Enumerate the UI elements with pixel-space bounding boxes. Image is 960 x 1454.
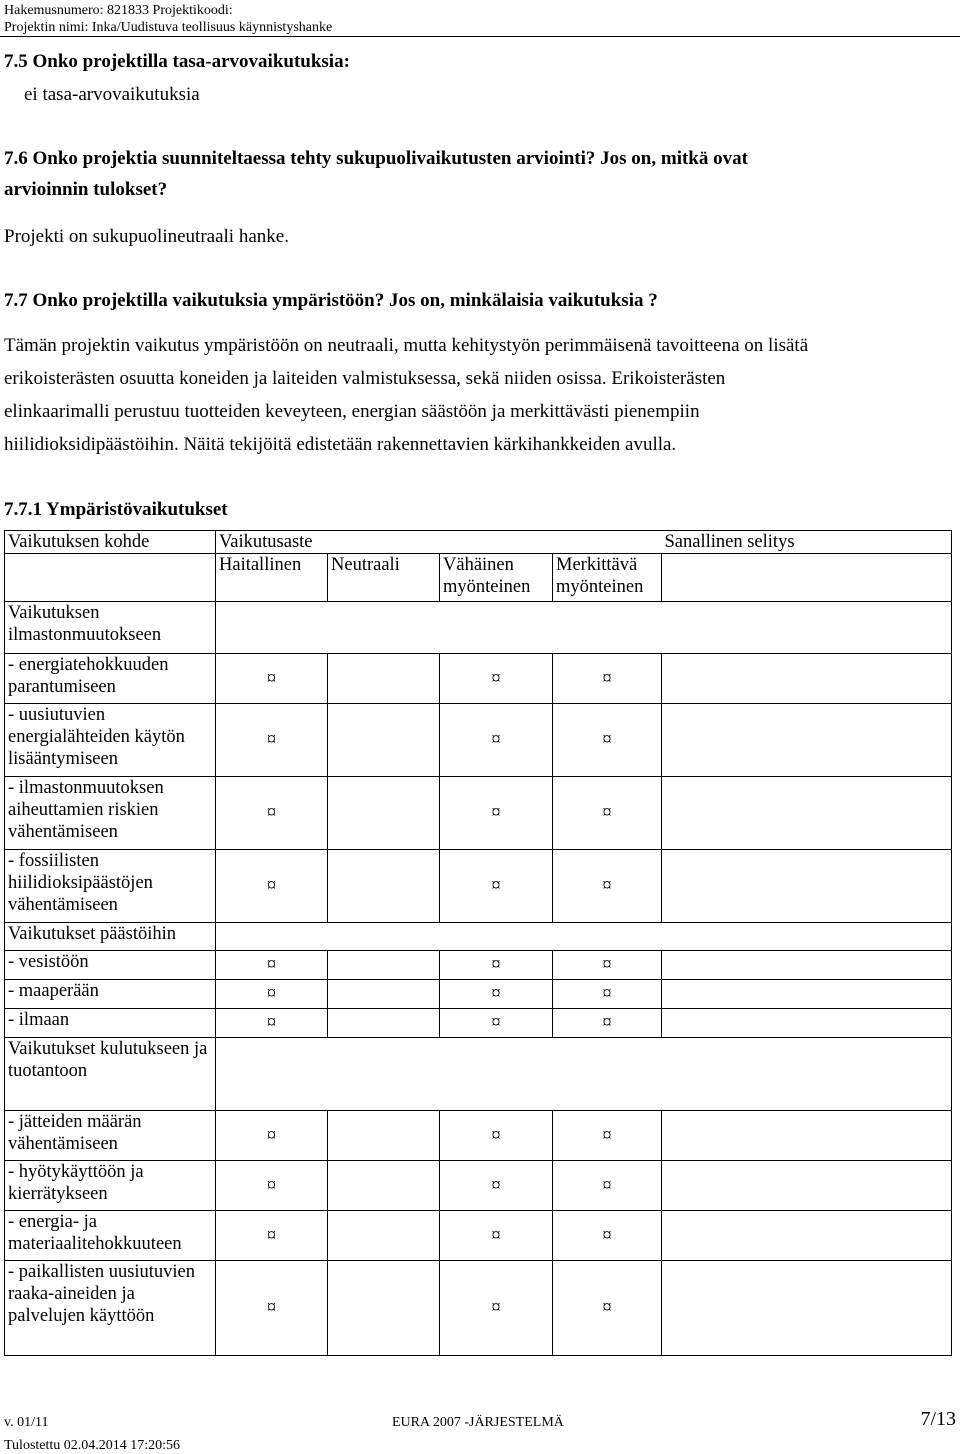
rating-mark: ¤ <box>216 951 328 980</box>
description-cell <box>662 654 952 704</box>
rating-mark: ¤ <box>553 980 662 1009</box>
table-header-row <box>5 531 952 554</box>
answer-line: erikoisterästen osuutta koneiden ja laiteiden valmistuksessa, sekä niiden osissa. Erikoisterästen <box>4 368 726 389</box>
row-label: - ilmastonmuutoksen aiheuttamien riskien vähentämiseen <box>5 777 216 850</box>
row-label: - fossiilisten hiilidioksipäästöjen vähentämiseen <box>5 850 216 923</box>
rating-mark: ¤ <box>216 1211 328 1261</box>
rating-mark: ¤ <box>440 850 553 923</box>
empty-cell <box>328 1009 440 1038</box>
row-label: Vaikutuksen ilmastonmuutokseen <box>5 602 216 654</box>
table-row <box>5 923 952 951</box>
empty-cell <box>328 1261 440 1356</box>
table-row <box>5 777 952 850</box>
page-header <box>4 2 332 36</box>
description-cell <box>662 850 952 923</box>
rating-mark: ¤ <box>553 1111 662 1161</box>
rating-mark: ¤ <box>553 777 662 850</box>
col-target-header: Vaikutuksen kohde <box>5 531 216 554</box>
rating-mark: ¤ <box>440 1211 553 1261</box>
rating-mark: ¤ <box>440 980 553 1009</box>
rating-mark: ¤ <box>553 654 662 704</box>
group-filler <box>216 923 952 951</box>
rating-mark: ¤ <box>553 1211 662 1261</box>
table-row <box>5 654 952 704</box>
section-7-7-answer <box>4 329 949 461</box>
group-filler <box>216 1038 952 1111</box>
rating-mark: ¤ <box>440 654 553 704</box>
rating-mark: ¤ <box>553 951 662 980</box>
rating-mark: ¤ <box>553 704 662 777</box>
rating-mark: ¤ <box>553 850 662 923</box>
empty-cell <box>328 850 440 923</box>
section-7-6-answer: Projekti on sukupuolineutraali hanke. <box>4 226 289 247</box>
empty-cell <box>328 777 440 850</box>
table-row <box>5 951 952 980</box>
empty-cell <box>662 554 952 602</box>
section-7-5-answer: ei tasa-arvovaikutuksia <box>24 84 200 105</box>
table-row <box>5 850 952 923</box>
rating-mark: ¤ <box>553 1261 662 1356</box>
col-desc-header: Sanallinen selitys <box>662 531 952 554</box>
description-cell <box>662 980 952 1009</box>
project-name: Projektin nimi: Inka/Uudistuva teollisuus käynnistyshanke <box>4 20 333 35</box>
footer-version: v. 01/11 <box>4 1415 49 1430</box>
rating-mark: ¤ <box>216 654 328 704</box>
col-level-header: Vaikutusaste <box>216 531 662 554</box>
row-label: - energia- ja materiaalitehokkuuteen <box>5 1211 216 1261</box>
row-label: - energiatehokkuuden parantumiseen <box>5 654 216 704</box>
table-row <box>5 980 952 1009</box>
table-subheader-row <box>5 554 952 602</box>
group-filler <box>216 602 952 654</box>
environmental-impact-table <box>4 530 952 1356</box>
answer-line: elinkaarimalli perustuu tuotteiden keveyteen, energian säästöön ja merkittävästi pienempiin <box>4 401 700 422</box>
table-row <box>5 1009 952 1038</box>
application-number: Hakemusnumero: 821833 Projektikoodi: <box>4 3 233 18</box>
section-7-5-title: 7.5 Onko projektilla tasa-arvovaikutuksia: <box>4 51 350 72</box>
section-7-7-1-title: 7.7.1 Ympäristövaikutukset <box>4 499 228 520</box>
rating-mark: ¤ <box>216 777 328 850</box>
rating-mark: ¤ <box>440 951 553 980</box>
description-cell <box>662 777 952 850</box>
rating-mark: ¤ <box>440 1161 553 1211</box>
rating-mark: ¤ <box>216 980 328 1009</box>
level-harmful: Haitallinen <box>216 554 328 602</box>
table-row <box>5 1211 952 1261</box>
empty-cell <box>328 654 440 704</box>
row-label: Vaikutukset kulutukseen ja tuotantoon <box>5 1038 216 1111</box>
empty-cell <box>328 1161 440 1211</box>
rating-mark: ¤ <box>440 1111 553 1161</box>
empty-cell <box>5 554 216 602</box>
level-minor-positive: Vähäinen myönteinen <box>440 554 553 602</box>
table-row <box>5 704 952 777</box>
row-label: - hyötykäyttöön ja kierrätykseen <box>5 1161 216 1211</box>
description-cell <box>662 1161 952 1211</box>
table-row <box>5 1161 952 1211</box>
empty-cell <box>328 1111 440 1161</box>
header-divider <box>0 36 960 37</box>
row-label: Vaikutukset päästöihin <box>5 923 216 951</box>
row-label: - uusiutuvien energialähteiden käytön lisääntymiseen <box>5 704 216 777</box>
table-row <box>5 1261 952 1356</box>
row-label: - jätteiden määrän vähentämiseen <box>5 1111 216 1161</box>
section-7-6-title-line2: arvioinnin tulokset? <box>4 179 168 200</box>
footer-printed: Tulostettu 02.04.2014 17:20:56 <box>4 1438 181 1453</box>
table-row <box>5 602 952 654</box>
description-cell <box>662 1009 952 1038</box>
empty-cell <box>328 704 440 777</box>
rating-mark: ¤ <box>553 1161 662 1211</box>
row-label: - vesistöön <box>5 951 216 980</box>
row-label: - ilmaan <box>5 1009 216 1038</box>
description-cell <box>662 704 952 777</box>
description-cell <box>662 1111 952 1161</box>
description-cell <box>662 951 952 980</box>
answer-line: Tämän projektin vaikutus ympäristöön on neutraali, mutta kehitystyön perimmäisenä tavoitteena on lisätä <box>4 335 809 356</box>
rating-mark: ¤ <box>216 1261 328 1356</box>
rating-mark: ¤ <box>440 777 553 850</box>
rating-mark: ¤ <box>216 1161 328 1211</box>
description-cell <box>662 1261 952 1356</box>
rating-mark: ¤ <box>216 704 328 777</box>
answer-line: hiilidioksidipäästöihin. Näitä tekijöitä edistetään rakennettavien kärkihankkeiden avulla. <box>4 434 677 455</box>
empty-cell <box>328 951 440 980</box>
footer-system: EURA 2007 -JÄRJESTELMÄ <box>392 1415 564 1430</box>
page-number: 7/13 <box>920 1408 956 1430</box>
empty-cell <box>328 980 440 1009</box>
rating-mark: ¤ <box>216 850 328 923</box>
table-row <box>5 1038 952 1111</box>
section-7-6-title-line1: 7.6 Onko projektia suunniteltaessa tehty sukupuolivaikutusten arviointi? Jos on, mitkä ovat <box>4 148 748 169</box>
empty-cell <box>328 1211 440 1261</box>
row-label: - maaperään <box>5 980 216 1009</box>
rating-mark: ¤ <box>216 1009 328 1038</box>
rating-mark: ¤ <box>440 1261 553 1356</box>
rating-mark: ¤ <box>440 1009 553 1038</box>
table-row <box>5 1111 952 1161</box>
level-neutral: Neutraali <box>328 554 440 602</box>
row-label: - paikallisten uusiutuvien raaka-aineiden ja palvelujen käyttöön <box>5 1261 216 1356</box>
rating-mark: ¤ <box>216 1111 328 1161</box>
rating-mark: ¤ <box>440 704 553 777</box>
level-significant-positive: Merkittävä myönteinen <box>553 554 662 602</box>
section-7-7-title: 7.7 Onko projektilla vaikutuksia ympäristöön? Jos on, minkälaisia vaikutuksia ? <box>4 290 658 311</box>
description-cell <box>662 1211 952 1261</box>
rating-mark: ¤ <box>553 1009 662 1038</box>
